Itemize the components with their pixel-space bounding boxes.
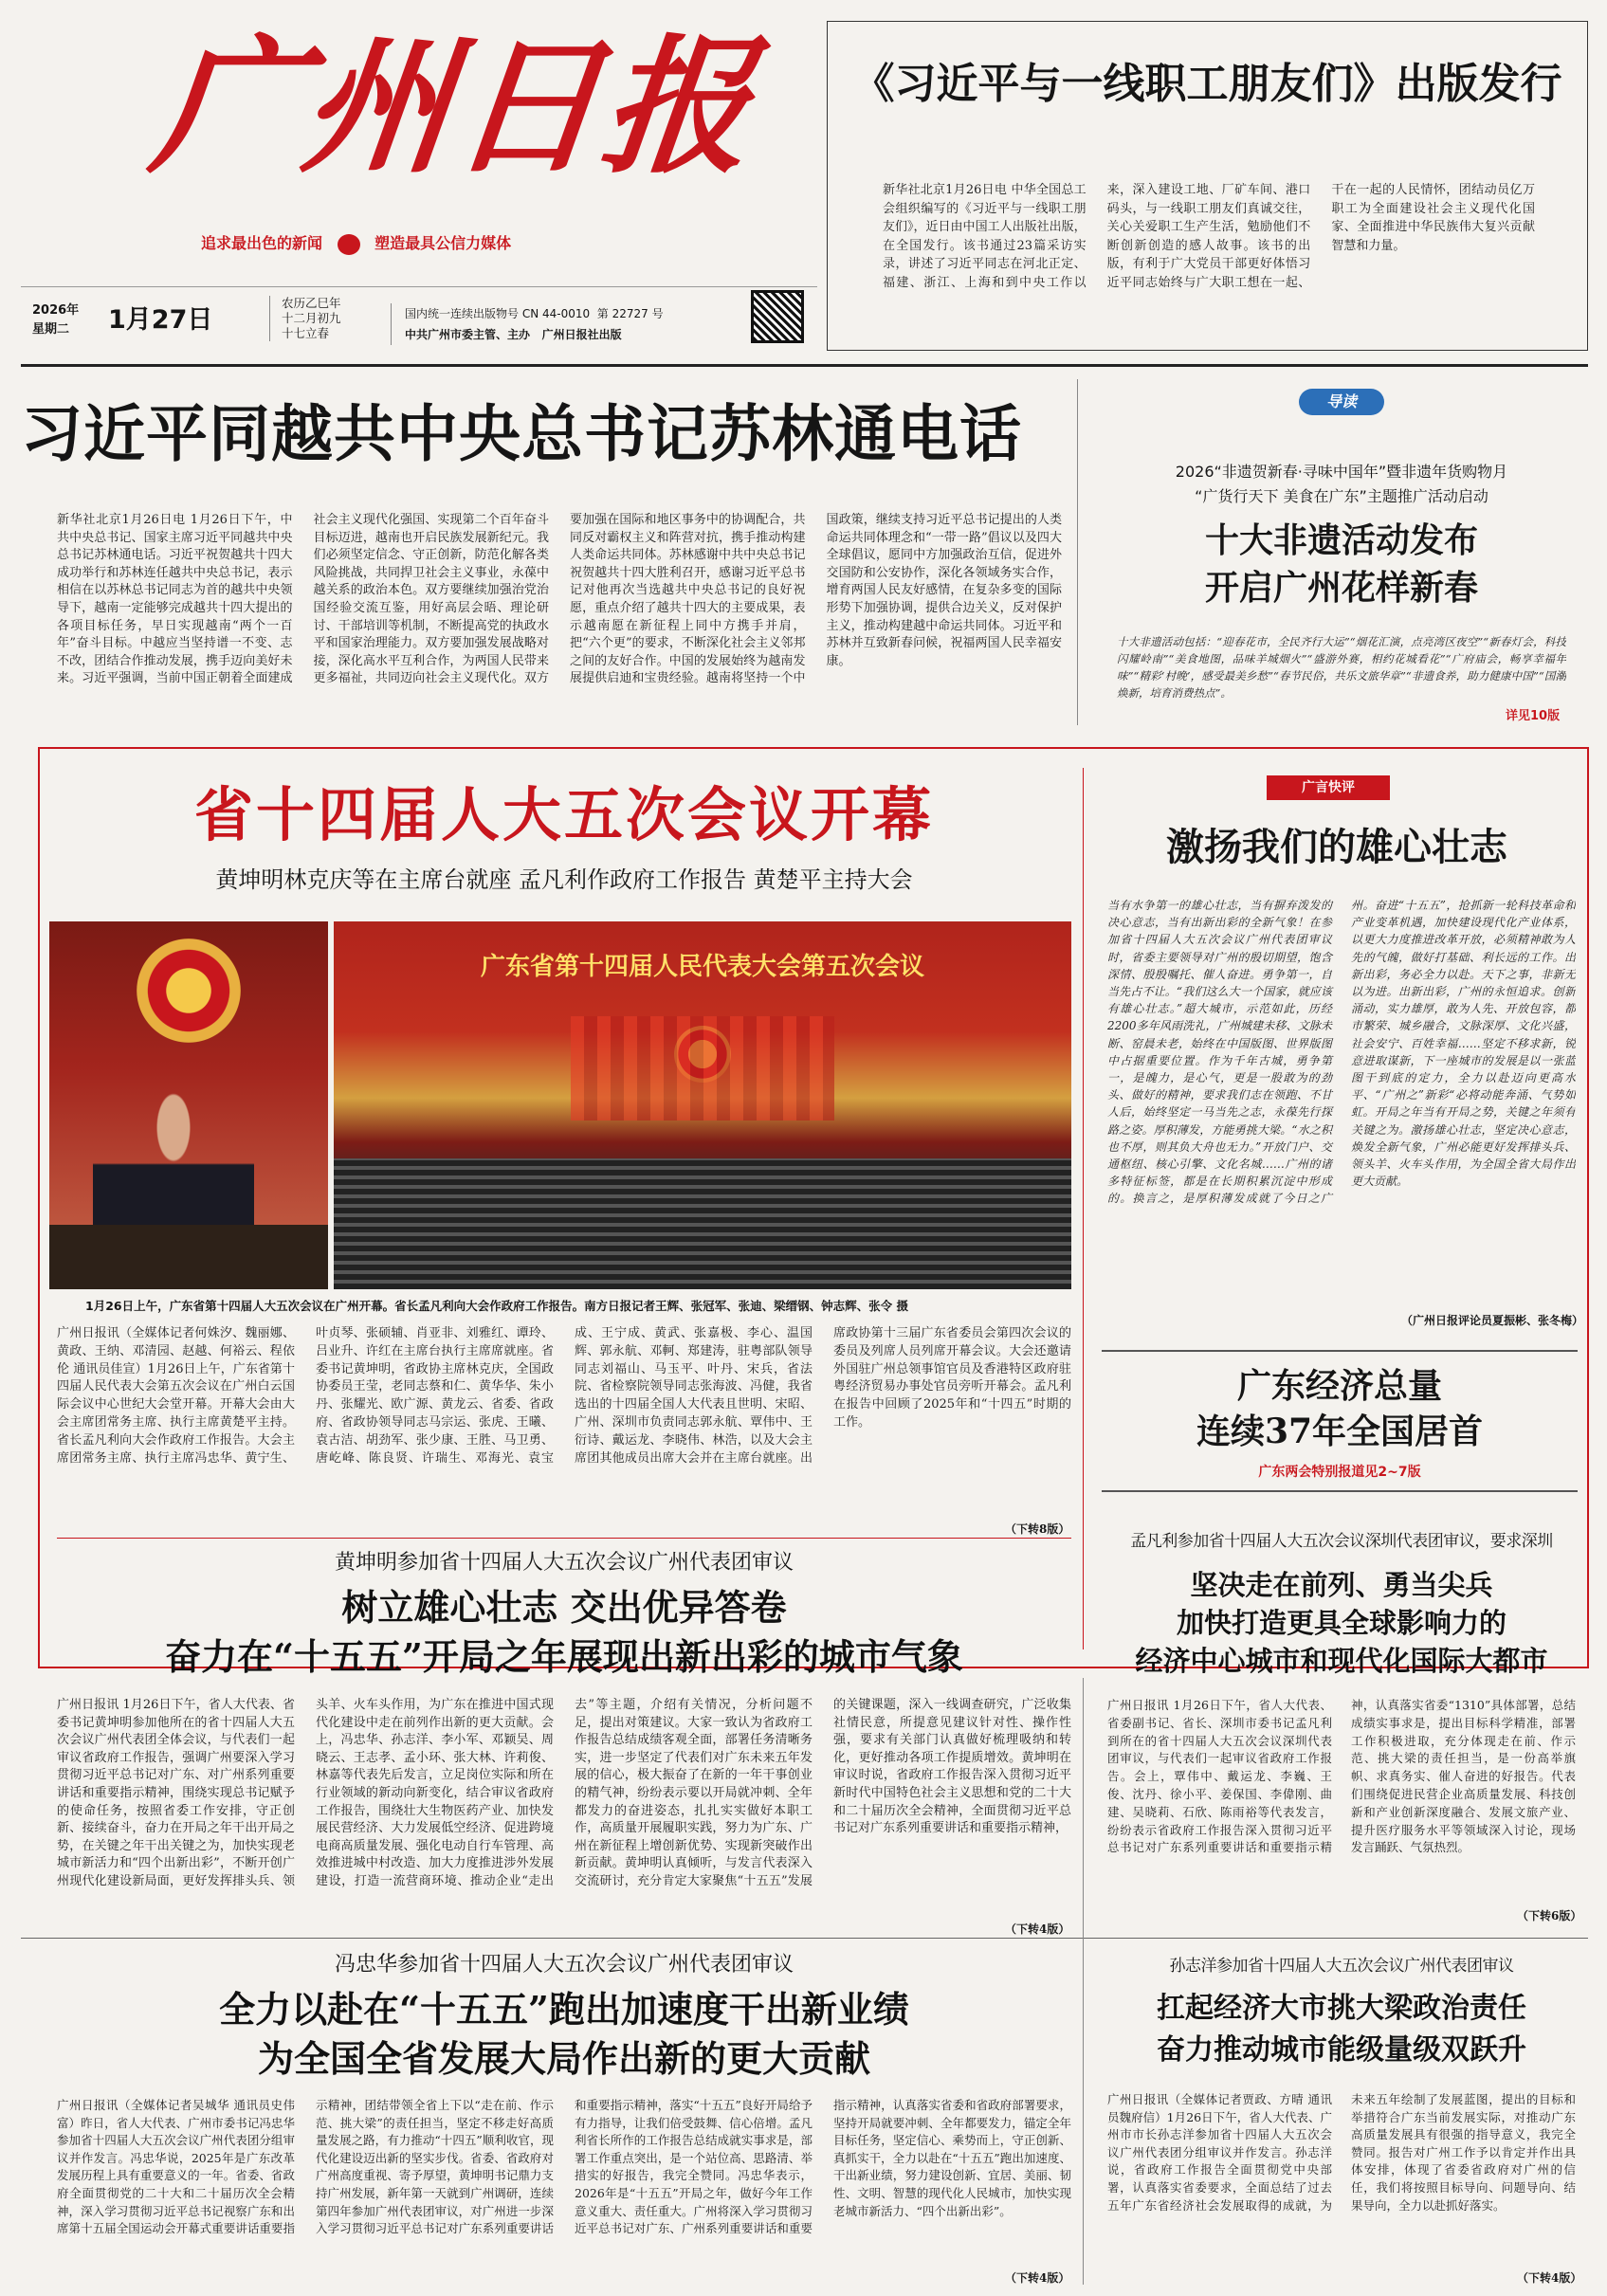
slogan xyxy=(201,231,511,255)
date-day: 1月27日 xyxy=(108,305,213,335)
book-story xyxy=(827,21,1588,351)
guide-headline-1: 十大非遗活动发布 xyxy=(1204,520,1478,560)
meng-kicker: 孟凡利参加省十四届人大五次会议深圳代表团审议，要求深圳 xyxy=(1130,1532,1553,1551)
huang-body: 广州日报讯 1月26日下午，省人大代表、省委书记黄坤明参加他所在的省十四届人大五次会议广州代表团全体会议，与代表们一起审议省政府工作报告，强调广州要深入学习贯彻习近平总书记对广东、对广州系列重要讲话和重要指示精神，围绕实现总书记赋予的使命任务，按照省委工作安排，守正创新、接续奋斗，奋力在开局之年干出开局之势，在关键之年干出关键之为，加快实现老城市新活力和“四个出新出彩”，不断开创广州现代化建设新局面，更好发挥排头兵、领头羊、火车头作用，为广东在推进中国式现代化建设中走在前列作出新的更大贡献。会上，冯忠华、孙志洋、李小军、邓颖吴、周晓云、王志孝、孟小环、张大林、许莉俊、林嘉等代表先后发言，立足岗位实际和所在行业领域的新动向新变化，结合审议省政府工作报告，围绕壮大生物医药产业、加快发展民营经济、大力发展低空经济、促进跨境电商高质量发展、强化电动自行车管理、高效推进城中村改造、加大力度推进涉外发展建设，打造一流营商环境、推动企业“走出去”等主题，介绍有关情况，分析问题不足，提出对策建议。大家一致认为省政府工作报告总结成绩客观全面，部署任务清晰务实，进一步坚定了代表们对广东未来五年发展的信心，极大振奋了在新的一年干事创业的精气神，纷纷表示要以开局就冲刺、全年都发力的奋进姿态，扎扎实实做好本职工作，高质量开展履职实践，努力为广东、广州在新征程上增创新优势、实现新突破作出新贡献。黄坤明认真倾听，与发言代表深入交流研讨，充分肯定大家聚焦“十五五”发展的关键课题，深入一线调查研究，广泛收集社情民意，所提意见建议针对性、操作性强，要求有关部门认真做好梳理吸纳和转化，更好推动各项工作提质增效。黄坤明在审议时说，省政府工作报告深入贯彻习近平新时代中国特色社会主义思想和党的二十大和二十届历次全会精神，全面贯彻习近平总书记对广东系列重要讲话和重要指示精神， xyxy=(57,1698,1071,1888)
npc-headline: 省十四届人大五次会议开幕 xyxy=(193,780,934,849)
lunar-date: 十二月初九 xyxy=(282,311,341,325)
economy-headline-1: 广东经济总量 xyxy=(1236,1366,1442,1406)
economy-box xyxy=(1102,1350,1578,1492)
lunar-year: 农历乙巳年 xyxy=(282,296,341,310)
feng-headline-2: 为全国全省发展大局作出新的更大贡献 xyxy=(257,2037,870,2080)
masthead xyxy=(21,11,817,296)
date-weekday: 星期二 xyxy=(32,322,70,337)
economy-headline-2: 连续37年全国居首 xyxy=(1196,1412,1484,1451)
comment-tag: 广言快评 xyxy=(1267,775,1390,800)
rule-under-masthead xyxy=(21,364,1588,367)
solar-term: 十七立春 xyxy=(282,326,330,340)
guide-intro-1: 2026“非遗贺新春·寻味中国年”暨非遗年货购物月 xyxy=(1175,463,1508,481)
lead-guide-divider xyxy=(1077,379,1078,725)
photo-banner: 广东省第十四届人民代表大会第五次会议 xyxy=(480,953,924,981)
comment-body: 当有水争第一的雄心壮志，当有摒弃泼发的决心意志，当有出新出彩的全新气象！在参加省十四届人大五次会议广州代表团审议时，省委主要领导对广州的殷切期望，饱含深情、殷殷嘱托、催人奋进。勇争第一，自当先占不让。“我们这么大一个国家，就应该有雄心壮志。”超大城市，示范如此，历经2200多年风雨洗礼，广州城建未移、文脉未断、窑晨未老，始终在中国版图、世界版图中占据重要位置。作为千年古城，勇争第一，是魄力，是心气，更是一股敢为的劲头、做好的精神，要求我们志在领跑、不甘人后，始终坚定一马当先之志，永葆先行探路之姿。厚积薄发，方能勇挑大梁。“水之积也不厚，则其负大舟也无力。”开放门户、交通枢纽、核心引擎、文化名城……广州的诸多特征标签，都是在长期积累沉淀中形成的。换言之，是厚积薄发成就了今日之广州。奋进“十五五”，抢抓新一轮科技革命和产业变革机遇，加快建设现代化产业体系，以更大力度推进改革开放，必须精神敢为人先的气魄，做好打基础、利长远的工作。出新出彩，务必全力以赴。天下之事，非新无以为进。出新出彩，广州的永恒追求。创新涌动，实力雄厚，敢为人先、开放包容，都市繁荣、城乡融合，文脉深厚、文化兴盛，社会安宁、百姓幸福……坚定不移求新，锐意进取谋新，下一座城市的发展是以一张蓝图干到底的定力，全力以赴迈向更高水平、“广州之”新彩“必将动能奔涌、气势如虹。开局之年当有开局之势，关键之年须有关键之为。激扬雄心壮志，坚定决心意志，焕发全新气象，广州必能更好发挥排头兵、领头羊、火车头作用，为全国全省大局作出更大贡献。 xyxy=(1107,899,1576,1206)
guide-more[interactable]: 详见10版 xyxy=(1506,709,1561,723)
guide-body: 十大非遗活动包括：“迎春花市，全民齐行大运”“烟花汇演，点亮湾区夜空”“新春灯会，科技闪耀岭南”“美食地图，品味羊城烟火”“盛游外赛，相约花城看花”“广府庙会，畅享幸福年味”“精彩‘村晚’，感受最美乡愁”“春节民俗，共乐文旅华章”“非遗食养，助力健康中国”“国潮焕新，培育消费热点”。 xyxy=(1117,635,1566,700)
comment-byline: （广州日报评论员夏振彬、张冬梅） xyxy=(1400,1314,1583,1327)
date-year: 2026年 xyxy=(32,303,80,318)
npc-rule xyxy=(57,1538,1071,1539)
photo-speaker xyxy=(49,921,328,1289)
newspaper-logo: 广州日报 xyxy=(144,20,762,193)
hall-audience xyxy=(334,1158,1071,1289)
npc-cont: （下转8版） xyxy=(1005,1522,1070,1536)
date-bar xyxy=(21,296,817,349)
slogan-logo-icon xyxy=(338,234,360,255)
lead-body: 新华社北京1月26日电 1月26日下午，中共中央总书记、国家主席习近平同越共中央总书记苏林通电话。习近平祝贺越共十四大成功举行和苏林连任越共中央总书记，表示相信在以苏林总书记同志为首的越共中央领导下，越南一定能够完成越共十四大提出的各项目标任务，早日实现越南“两个一百年”奋斗目标。中越应当坚持谱一不变、志不改，团结合作推动发展，携手迈向美好未来。习近平强调，当前中国正朝着全面建成社会主义现代化强国、实现第二个百年奋斗目标迈进，越南也开启民族发展新纪元。我们必须坚定信念、守正创新，防范化解各类风险挑战，共同捍卫社会主义事业，永葆中越关系的政治本色。双方要继续加强治党治国经验交流互鉴，用好高层会晤、理论研讨、干部培训等机制，不断提高党的执政水平和国家治理能力。双方要加强发展战略对接，深化高水平互利合作，为两国人民带来更多福祉，共同迈向社会主义现代化。双方要加强在国际和地区事务中的协调配合，共同反对霸权主义和阵营对抗，携手推动构建人类命运共同体。苏林感谢中共中央总书记祝贺越共十四大胜利召开，感谢习近平总书记对他再次当选越共中央总书记的良好祝愿，重点介绍了越共十四大的主要成果，表示越南愿在新征程上同中方携手并肩，把“六个更”的要求，不断深化社会主义邻邦之间的友好合作。中国的发展始终为越南发展提供启迪和宝贵经验。越南将坚持一个中国政策，继续支持习近平总书记提出的人类命运共同体理念和“一带一路”倡议以及四大全球倡议，愿同中方加强政治互信，促进外交国防和公安协作，深化各领域务实合作，增育两国人民友好感情，在复杂多变的国际形势下加强协调，提供合边关义，反对保护主义，推动构建越中命运共同体。习近平和苏林并互致新春问候，祝福两国人民幸福安康。 xyxy=(57,513,1062,686)
meng-cont: （下转6版） xyxy=(1517,1909,1582,1922)
sun-kicker: 孙志洋参加省十四届人大五次会议广州代表团审议 xyxy=(1169,1957,1514,1976)
sun-headline-2: 奋力推动城市能级量级双跃升 xyxy=(1157,2033,1526,2067)
comment-headline: 激扬我们的雄心壮志 xyxy=(1166,825,1507,869)
publisher: 广州日报社出版 xyxy=(541,328,622,341)
feng-kicker: 冯忠华参加省十四届人大五次会议广州代表团审议 xyxy=(334,1953,794,1977)
photo-caption: 1月26日上午，广东省第十四届人大五次会议在广州开幕。省长孟凡利向大会作政府工作报告。南方日报记者王辉、张冠军、张迪、梁缙钢、钟志辉、张令 摄 xyxy=(85,1299,908,1313)
meng-headline-1: 坚决走在前列、勇当尖兵 xyxy=(1190,1569,1493,1601)
podium xyxy=(49,1225,328,1289)
feng-body: 广州日报讯（全媒体记者吴城华 通讯员史伟富）昨日，省人大代表、广州市委书记冯忠华参加省十四届人大五次会议广州代表团分组审议并作发言。冯忠华说，2025年是广东改革发展历程上具有重要意义的一年。省委、省政府全面贯彻党的二十大和二十届历次全会精神，深入学习贯彻习近平总书记视察广东和出席第十五届全国运动会开幕式重要讲话重要指示精神，团结带领全省上下以“走在前、作示范、挑大梁”的责任担当，坚定不移走好高质量发展之路，有力推动“十四五”顺利收官，现代化建设迈出新的坚实步伐。省委、省政府对广州高度重视、寄予厚望，黄坤明书记鼎力支持广州发展，新年第一天就到广州调研，连续第四年参加广州代表团审议，对广州进一步深入学习贯彻习近平总书记对广东系列重要讲话和重要指示精神，落实“十五五”良好开局给予有力指导，让我们倍受鼓舞、信心倍增。孟凡利省长所作的工作报告总结成就实事求是，部署工作重点突出，是一个站位高、思路清、举措实的好报告，我完全赞同。冯忠华表示，2026年是“十五五”开局之年，做好今年工作意义重大、责任重大。广州将深入学习贯彻习近平总书记对广东、广州系列重要讲话和重要指示精神，认真落实省委和省政府部署要求，坚持开局就要冲刺、全年都要发力，锚定全年目标任务，坚定信心、乘势而上，守正创新、真抓实干，全力以赴在“十五五”跑出加速度、干出新业绩，努力建设创新、宜居、美丽、韧性、文明、智慧的现代化人民城市，加快实现老城市新活力、“四个出新出彩”。 xyxy=(57,2098,1071,2236)
cn-number: 国内统一连续出版物号 CN 44-0010 xyxy=(405,307,591,320)
book-body: 新华社北京1月26日电 中华全国总工会组织编写的《习近平与一线职工朋友们》，近日由中国工人出版社出版，在全国发行。该书通过23篇采访实录，讲述了习近平同志在河北正定、福建、浙江、上海和到中央工作以来，深入建设工地、厂矿车间、港口码头，与一线职工朋友们真诚交往，关心关爱职工生产生活，勉励他们不断创新创造的感人故事。该书的出版，有利于广大党员干部更好体悟习近平同志始终与广大职工想在一起、干在一起的人民情怀，团结动员亿万职工为全面建设社会主义现代化国家、全面推进中华民族伟大复兴贡献智慧和力量。 xyxy=(883,183,1535,290)
hall-flags xyxy=(571,1016,834,1121)
feng-headline-1: 全力以赴在“十五五”跑出加速度干出新业绩 xyxy=(219,1988,909,2031)
qr-code xyxy=(751,290,804,343)
national-emblem-icon xyxy=(137,938,241,1043)
npc-subhead: 黄坤明林克庆等在主席台就座 孟凡利作政府工作报告 黄楚平主持大会 xyxy=(215,866,913,893)
sun-body: 广州日报讯（全媒体记者贾政、方晴 通讯员魏府信）1月26日下午，省人大代表、广州市市长孙志洋参加省十四届人大五次会议广州代表团分组审议并作发言。孙志洋说，省政府工作报告全面贯彻党中央部署，认真落实省委要求，全面总结了过去五年广东省经济社会发展取得的成就，为未来五年绘制了发展蓝图，提出的目标和举措符合广东当前发展实际，对推动广东高质量发展具有很强的指导意义，我完全赞同。报告对广州工作予以肯定并作出具体安排，体现了省委省政府对广州的信任，我们将按照目标导向、问题导向、结果导向，全力以赴抓好落实。 xyxy=(1107,2092,1576,2213)
issue-number: 第 22727 号 xyxy=(596,307,664,320)
photo-hall xyxy=(334,921,1071,1289)
huang-headline-2: 奋力在“十五五”开局之年展现出新出彩的城市气象 xyxy=(165,1635,963,1678)
meng-headline-2: 加快打造更具全球影响力的 xyxy=(1176,1607,1507,1639)
huang-kicker: 黄坤明参加省十四届人大五次会议广州代表团审议 xyxy=(334,1551,794,1575)
guide-intro-2: “广货行天下 美食在广东”主题推广活动启动 xyxy=(1195,487,1488,505)
huang-headline-1: 树立雄心壮志 交出优异答卷 xyxy=(341,1586,787,1629)
lead-headline: 习近平同越共中央总书记苏林通电话 xyxy=(21,398,1023,470)
meng-headline-3: 经济中心城市和现代化国际大都市 xyxy=(1135,1645,1548,1677)
huang-cont: （下转4版） xyxy=(1005,1922,1070,1936)
guide-tag: 导读 xyxy=(1299,389,1384,415)
guide-box xyxy=(1100,379,1583,725)
guide-headline-2: 开启广州花样新春 xyxy=(1204,568,1478,608)
slogan-right: 塑造最具公信力媒体 xyxy=(374,234,512,252)
npc-body: 广州日报讯（全媒体记者何姝汐、魏丽娜、黄政、王纳、邓清园、赵越、何裕云、程依伦 通讯员佳宣）1月26日上午，广东省第十四届人民代表大会第五次会议在广州白云国际会议中心世纪大会堂开幕。开幕大会由大会主席团常务主席、执行主席黄楚平主持。省长孟凡利向大会作政府工作报告。大会主席团常务主席、执行主席冯忠华、黄宁生、叶贞琴、张硕辅、肖亚非、刘雅红、谭玲、吕业升、许红在主席台执行主席席就座。省委书记黄坤明，省政协主席林克庆，全国政协委员王莹，老同志蔡和仁、黄华华、朱小丹、张耀光、欧广源、黄龙云、省委、省政府、省政协领导同志马宗运、张虎、王曦、袁古洁、胡劲军、张少康、王胜、马卫勇、唐屹峰、陈良贤、许瑞生、邓海光、袁宝成、王宁成、黄武、张嘉极、李心、温国辉、郭永航、邓軻、郑建涛，驻粤部队领导同志刘福山、马玉平、叶丹、宋兵，省法院、省检察院领导同志张海波、冯健，我省选出的十四届全国人大代表且世明、宋昭、广州、深圳市负责同志郭永航、覃伟中、王衍诗、戴运龙、李晓伟、林浩，以及大会主席团其他成员出席大会并在主席台就座。出席政协第十三届广东省委员会第四次会议的委员及列席人员列席开幕会议。大会还邀请外国驻广州总领事馆官员及香港特区政府驻粤经济贸易办事处官员旁听开幕会。孟凡利在报告中回顾了2025年和“十四五”时期的工作。 xyxy=(57,1326,1071,1466)
mid-rule xyxy=(21,1938,1588,1939)
economy-more[interactable]: 广东两会特别报道见2~7版 xyxy=(1258,1465,1421,1480)
sun-cont: （下转4版） xyxy=(1517,2271,1582,2285)
slogan-left: 追求最出色的新闻 xyxy=(201,234,323,252)
feng-cont: （下转4版） xyxy=(1005,2271,1070,2285)
sponsor: 中共广州市委主管、主办 xyxy=(405,328,531,341)
book-headline: 《习近平与一线职工朋友们》出版发行 xyxy=(852,60,1562,108)
meng-body: 广州日报讯 1月26日下午，省人大代表、省委副书记、省长、深圳市委书记孟凡利到所在的省十四届人大五次会议深圳代表团审议，与代表们一起审议省政府工作报告。会上，覃伟中、戴运龙、李巍、王俊、沈丹、徐小平、姜保国、李偉刚、曲建、吴晓莉、石欣、陈雨裕等代表发言，纷纷表示省政府工作报告深入贯彻习近平总书记对广东系列重要讲话和重要指示精神，认真落实省委“1310”具体部署，总结成绩实事求是，提出目标科学精准，部署工作积极进取，充分体现走在前、作示范、挑大梁的责任担当，是一份高举旗帜、求真务实、催人奋进的好报告。代表们围绕促进民营企业高质量发展、科技创新和产业创新深度融合、发展文旅产业、提升医疗服务水平等领域深入讨论，现场发言踊跃、气氛热烈。 xyxy=(1107,1698,1576,1855)
masthead-rule-top xyxy=(21,286,817,287)
npc-comment-divider xyxy=(1083,768,1084,1649)
sun-headline-1: 扛起经济大市挑大梁政治责任 xyxy=(1157,1992,1526,2025)
lower-divider xyxy=(1083,1678,1084,2285)
